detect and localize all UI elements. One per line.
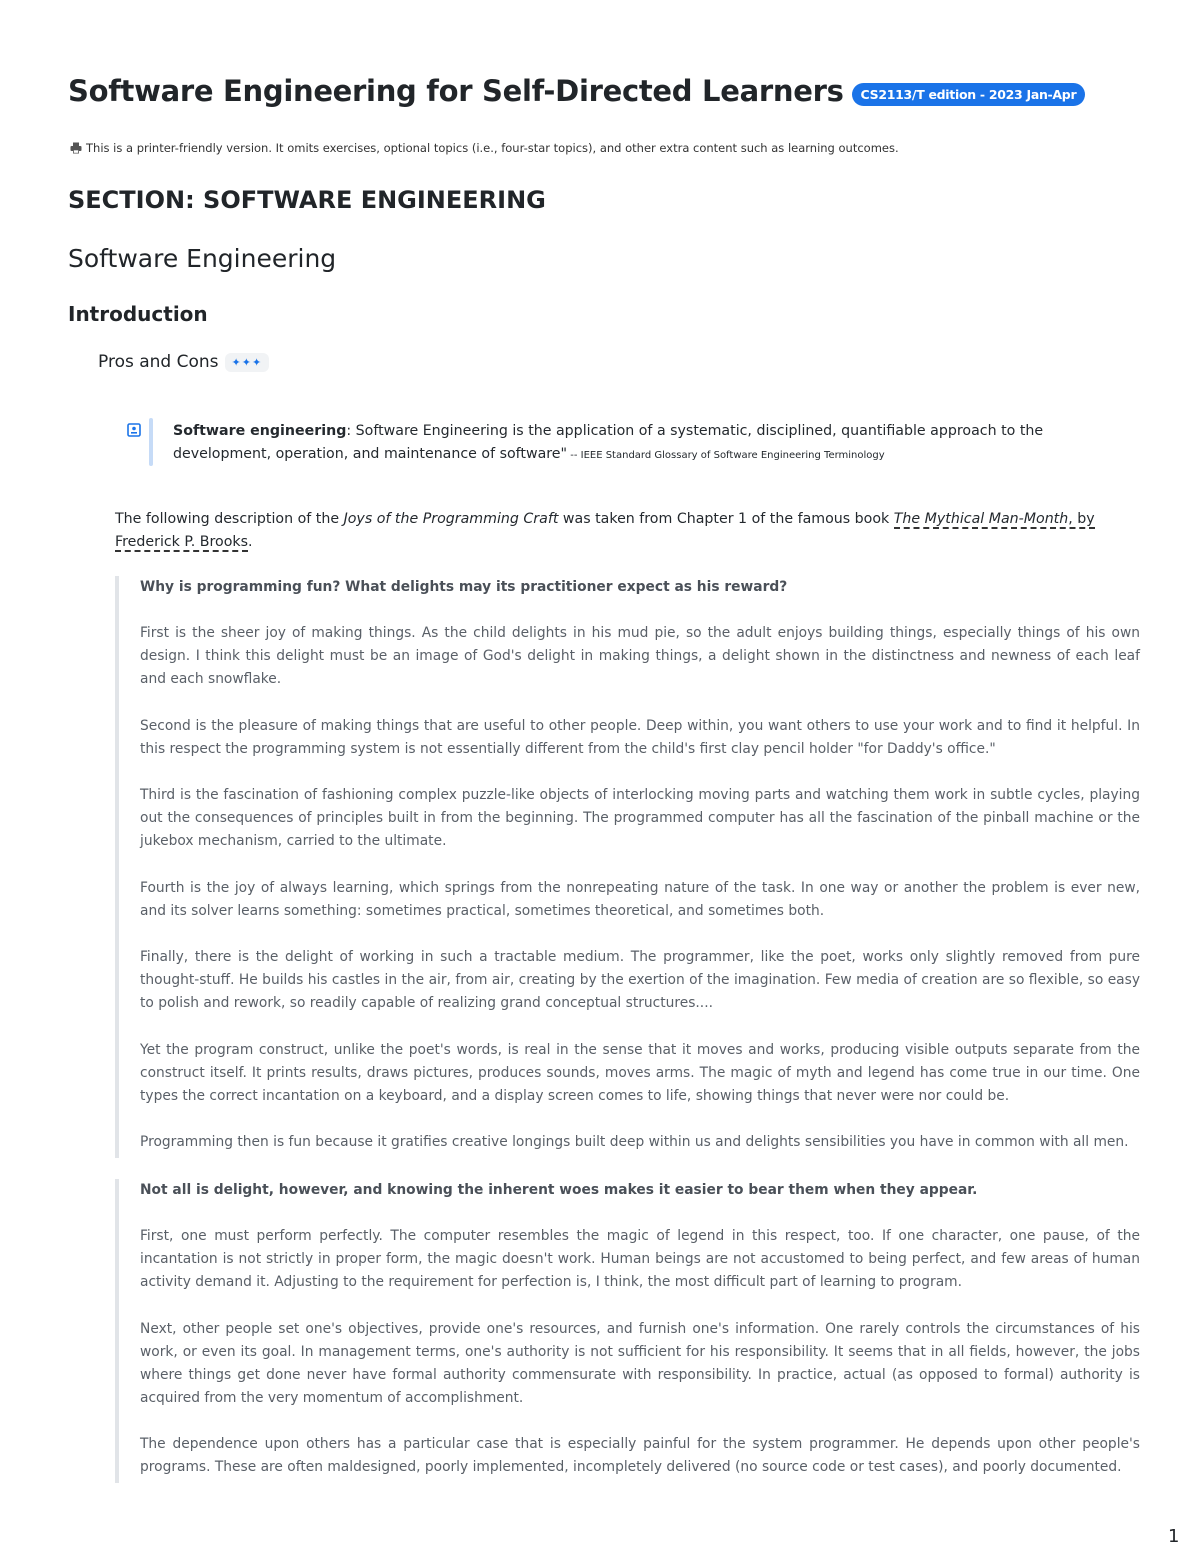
intro-paragraph	[115, 508, 1140, 554]
blockquote-joys	[115, 576, 1140, 1158]
blockquote-woes	[115, 1179, 1140, 1483]
quote-paragraph: First is the sheer joy of making things. As the child delights in his mud pie, so the adult enjoys building things, especially things of his own design. I think this delight must be an image of God's delight in making things, a delight shown in the distinctness and newness of each leaf and each snowflake.	[140, 625, 1140, 687]
stars-badge: ✦✦✦	[225, 353, 270, 372]
section-heading: SECTION: SOFTWARE ENGINEERING	[68, 186, 546, 214]
definition-text	[173, 420, 1113, 467]
definition-source: -- IEEE Standard Glossary of Software Engineering Terminology	[567, 450, 885, 461]
quote-paragraph: Programming then is fun because it gratifies creative longings built deep within us and delights sensibilities you have in common with all men.	[140, 1134, 1129, 1150]
printer-note-text: This is a printer-friendly version. It omits exercises, optional topics (i.e., four-star topics), and other extra content such as learning outcomes.	[86, 141, 899, 155]
title-row	[68, 74, 1085, 108]
topic-heading: Introduction	[68, 302, 208, 326]
intro-text-1: The following description of the	[115, 511, 344, 527]
quote-paragraph: Next, other people set one's objectives, provide one's resources, and furnish one's information. One rarely controls the circumstances of his work, or even its goal. In management terms, one's authority is not sufficient for his responsibility. It seems that in all fields, however, the jobs where things get done never have formal authority commensurate with responsibility. In practice, actual (as opposed to formal) authority is acquired from the very momentum of accomplishment.	[140, 1320, 1140, 1406]
quote-paragraph: Finally, there is the delight of working in such a tractable medium. The programmer, like the poet, works only slightly removed from pure thought-stuff. He builds his castles in the air, from air, creating by the exertion of the imagination. Few media of creation are so flexible, so easy to polish and rework, so readily capable of realizing grand conceptual structures....	[140, 949, 1140, 1011]
definition-bar	[149, 418, 153, 466]
subtopic-heading: Pros and Cons	[98, 352, 219, 372]
chapter-heading: Software Engineering	[68, 244, 337, 273]
definition-term: Software engineering	[173, 423, 347, 439]
quote-woes-heading: Not all is delight, however, and knowing the inherent woes makes it easier to bear them when they appear.	[140, 1182, 978, 1198]
intro-text-2: was taken from Chapter 1 of the famous book	[558, 511, 894, 527]
definition-body: : Software Engineering is the application of a systematic, disciplined, quantifiable approach to the development, operation, and maintenance of software"	[173, 423, 1044, 462]
quote-paragraph: The dependence upon others has a particular case that is especially painful for the system programmer. He depends upon other people's programs. These are often maldesigned, poorly implemented, incompletely delivered (no source code or test cases), and poorly documented.	[140, 1436, 1140, 1475]
book-title: The Mythical Man-Month	[893, 511, 1069, 527]
intro-end: .	[248, 534, 253, 550]
book-author: , by Frederick P. Brooks	[115, 511, 1095, 550]
quote-paragraph: Third is the fascination of fashioning complex puzzle-like objects of interlocking moving parts and watching them work in subtle cycles, playing out the consequences of principles built in from the beginning. The programmed computer has all the fascination of the pinball machine or the jukebox mechanism, carried to the ultimate.	[140, 787, 1140, 849]
document-title: Software Engineering for Self-Directed Learners	[68, 74, 844, 108]
page-number: 1	[1168, 1526, 1180, 1547]
edition-badge: CS2113/T edition - 2023 Jan-Apr	[852, 83, 1086, 106]
joys-title: Joys of the Programming Craft	[343, 511, 559, 527]
printer-friendly-note	[70, 141, 899, 155]
quote-paragraph: Fourth is the joy of always learning, which springs from the nonrepeating nature of the task. In one way or another the problem is ever new, and its solver learns something: sometimes practical, sometimes theoretical, and sometimes both.	[140, 879, 1140, 919]
quote-joys-heading: Why is programming fun? What delights may its practitioner expect as his reward?	[140, 579, 788, 595]
subtopic-row	[98, 352, 269, 372]
definition-card-icon	[127, 422, 141, 436]
quote-paragraph: Yet the program construct, unlike the poet's words, is real in the sense that it moves and works, producing visible outputs separate from the construct itself. It prints results, draws pictures, produces sounds, moves arms. The magic of myth and legend has come true in our time. One types the correct incantation on a keyboard, and a display screen comes to life, showing things that never were nor could be.	[140, 1041, 1140, 1104]
printer-icon	[70, 142, 82, 154]
quote-paragraph: First, one must perform perfectly. The computer resembles the magic of legend in this respect, too. If one character, one pause, of the incantation is not strictly in proper form, the magic doesn't work. Human beings are not accustomed to being perfect, and few areas of human activity demand it. Adjusting to the requirement for perfection is, I think, the most difficult part of learning to program.	[140, 1228, 1140, 1290]
quote-paragraph: Second is the pleasure of making things that are useful to other people. Deep within, you want others to use your work and to find it helpful. In this respect the programming system is not essentially different from the child's first clay pencil holder "for Daddy's office."	[140, 717, 1140, 757]
